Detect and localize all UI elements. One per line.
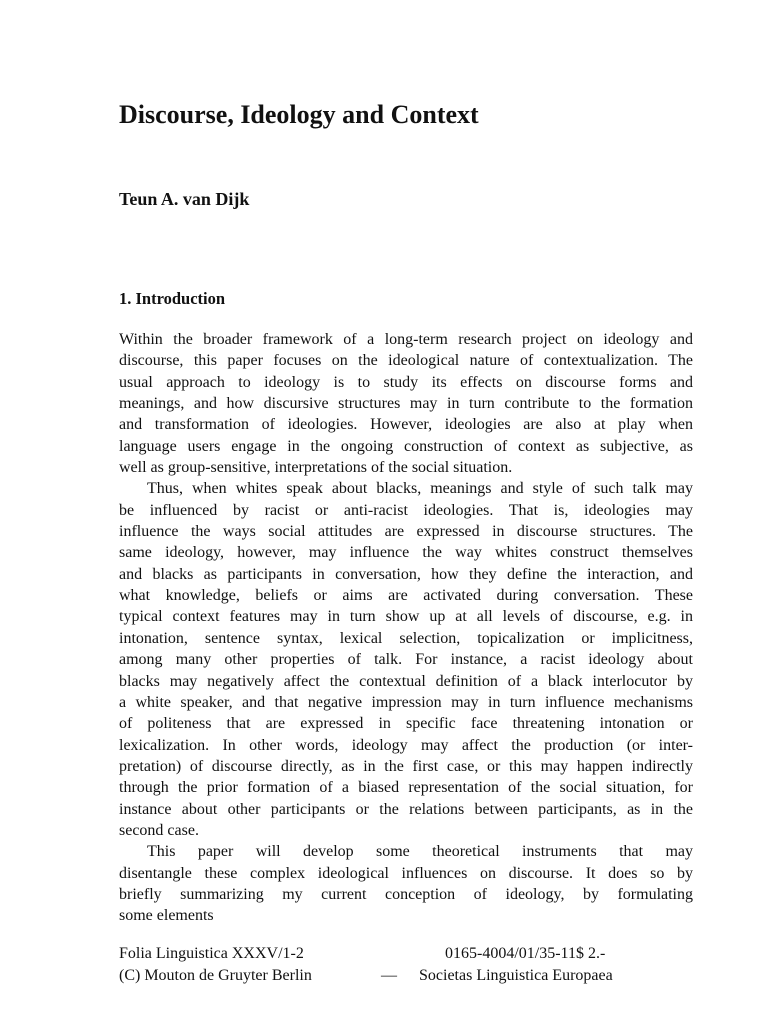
body-line: influence the ways social attitudes are expressed in discourse structures. The: [119, 523, 693, 541]
body-line: disentangle these complex ideological influences on discourse. It does so by: [119, 864, 693, 882]
body-line: discourse, this paper focuses on the ideological nature of contextualization. The: [119, 352, 693, 370]
body-line: among many other properties of talk. For instance, a racist ideology about: [119, 651, 693, 669]
journal-name: Folia Linguistica XXXV/1-2: [119, 945, 304, 962]
footer-row-1: [119, 943, 693, 965]
body-line: intonation, sentence syntax, lexical selection, topicalization or implicitness,: [119, 629, 693, 647]
body-line: Within the broader framework of a long-term research project on ideology and: [119, 331, 693, 348]
body-line: usual approach to ideology is to study its effects on discourse forms and: [119, 373, 693, 391]
body-line: be influenced by racist or anti-racist ideologies. That is, ideologies may: [119, 501, 693, 519]
body-line: language users engage in the ongoing construction of context as subjective, as: [119, 437, 693, 455]
body-line: well as group-sensitive, interpretations of the social situation.: [119, 459, 513, 477]
body-line: pretation) of discourse directly, as in the first case, or this may happen indirectly: [119, 757, 693, 775]
footer-dash: —: [381, 967, 397, 984]
body-line: instance about other participants or the relations between participants, as in the: [119, 800, 693, 818]
body-line: This paper will develop some theoretical instruments that may: [147, 843, 693, 861]
body-line: briefly summarizing my current conception of ideology, by formulating: [119, 885, 693, 903]
body-line: lexicalization. In other words, ideology may affect the production (or inter-: [119, 736, 693, 754]
section-heading: 1. Introduction: [119, 289, 226, 308]
page-footer: [119, 943, 693, 987]
body-line: a white speaker, and that negative impression may in turn influence mechanisms: [119, 693, 693, 711]
paper-title: Discourse, Ideology and Context: [119, 100, 479, 129]
body-line: meanings, and how discursive structures may in turn contribute to the formation: [119, 395, 693, 413]
body-line: through the prior formation of a biased representation of the social situation, for: [119, 779, 693, 797]
body-line: some elements: [119, 907, 214, 925]
body-line: what knowledge, beliefs or aims are activated during conversation. These: [119, 587, 693, 605]
body-line: of politeness that are expressed in specific face threatening intonation or: [119, 715, 693, 733]
body-line: blacks may negatively affect the contextual definition of a black interlocutor by: [119, 672, 693, 690]
issn-code: 0165-4004/01/35-11$ 2.-: [445, 945, 606, 962]
body-line: typical context features may in turn show up at all levels of discourse, e.g. in: [119, 608, 693, 626]
body-text: [119, 329, 693, 927]
body-line: and transformation of ideologies. However, ideologies are also at play when: [119, 416, 693, 434]
footer-row-2: [119, 965, 693, 987]
body-line: and blacks as participants in conversation, how they define the interaction, and: [119, 565, 693, 583]
body-line: same ideology, however, may influence the way whites construct themselves: [119, 544, 693, 562]
author-name: Teun A. van Dijk: [119, 189, 250, 209]
body-line: second case.: [119, 821, 199, 839]
publisher-name: (C) Mouton de Gruyter Berlin: [119, 967, 312, 984]
body-line: Thus, when whites speak about blacks, meanings and style of such talk may: [147, 480, 693, 498]
society-name: Societas Linguistica Europaea: [419, 967, 613, 984]
